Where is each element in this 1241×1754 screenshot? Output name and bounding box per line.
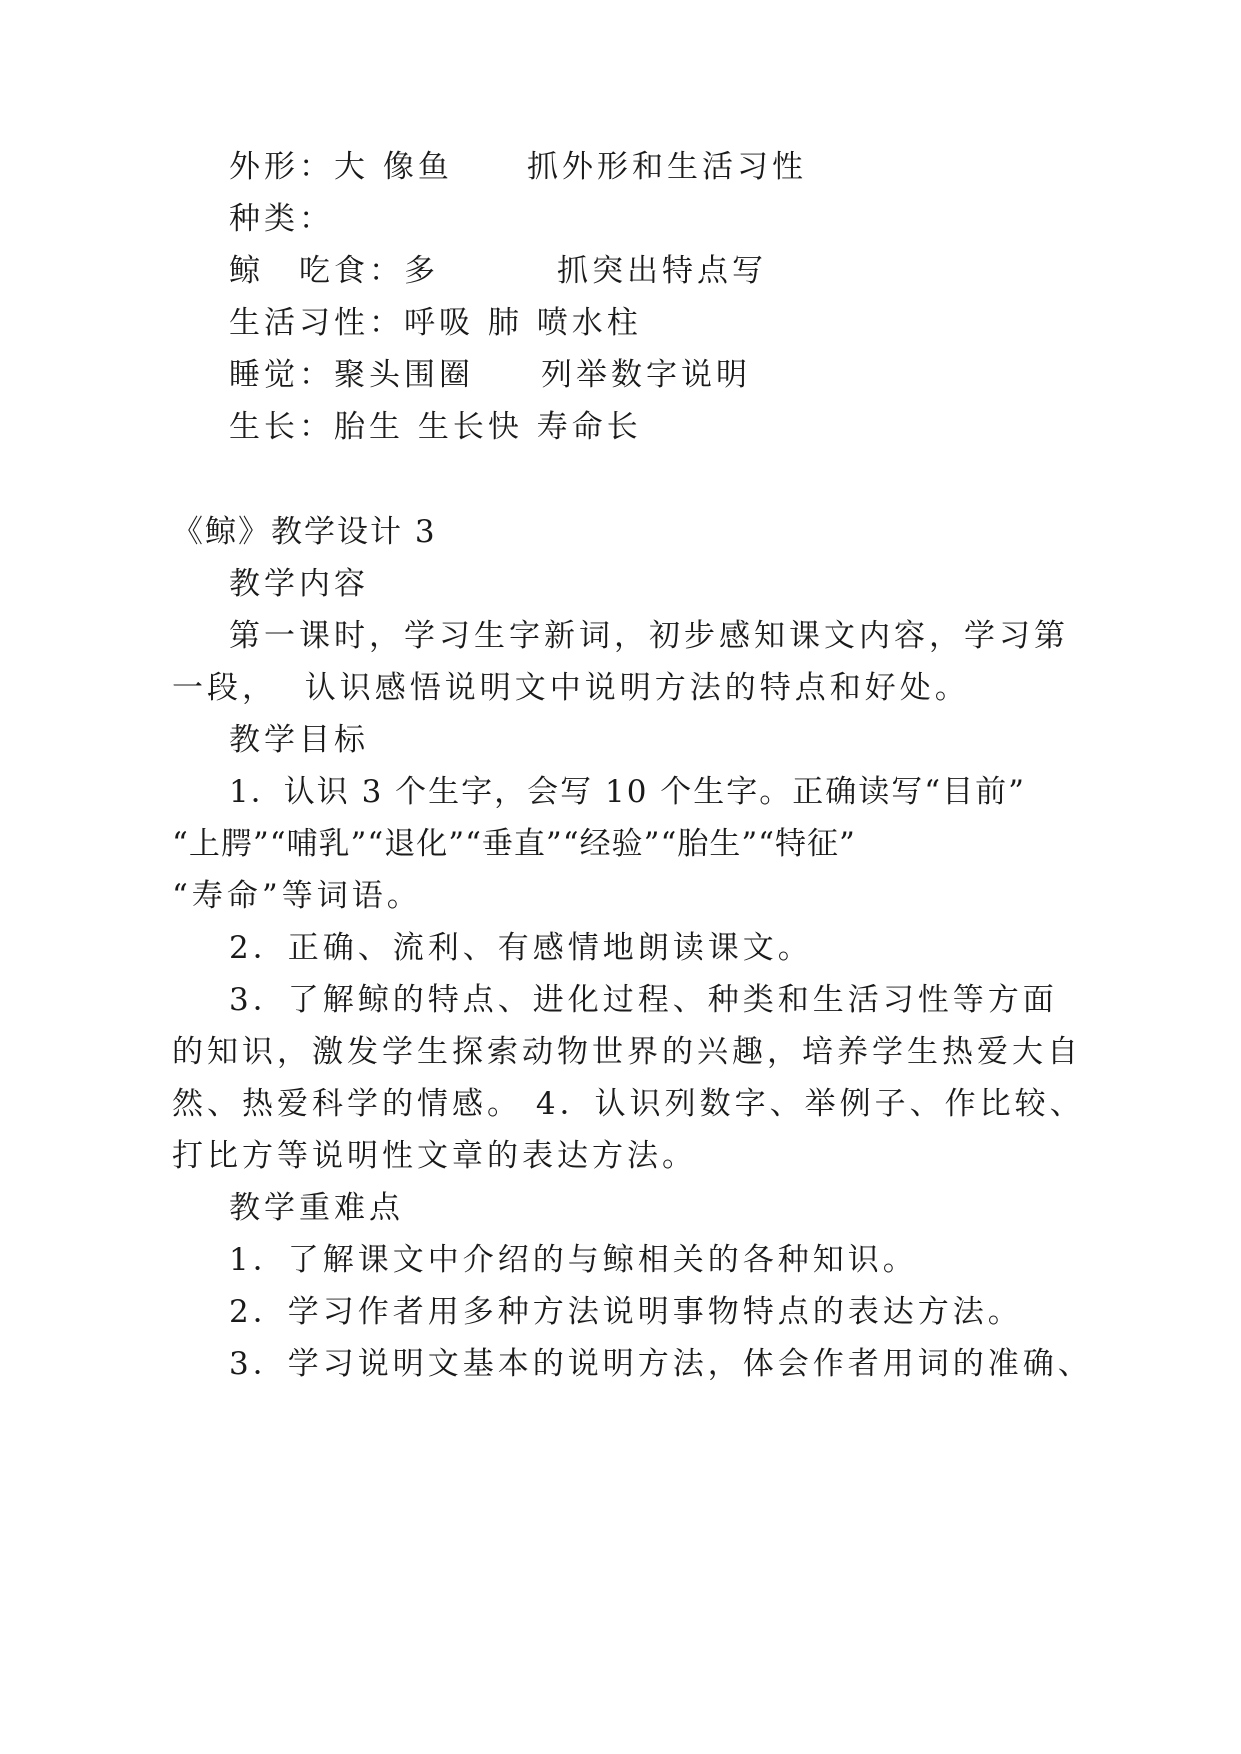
goal-1-line-2: “上腭”“哺乳”“退化”“垂直”“经验”“胎生”“特征” [172, 826, 856, 862]
key-point-2: 2．学习作者用多种方法说明事物特点的表达方法。 [229, 1294, 1023, 1330]
key-point-1: 1．了解课文中介绍的与鲸相关的各种知识。 [229, 1242, 918, 1278]
note-species: 种类： [229, 201, 334, 237]
section-title: 《鲸》教学设计 3 [172, 514, 437, 550]
note-habits: 生活习性：呼吸 肺 喷水柱 [229, 305, 642, 341]
note-food: 鲸 吃食：多 [229, 253, 439, 289]
content-heading: 教学内容 [229, 566, 369, 602]
note-sleep-method: 列举数字说明 [541, 357, 751, 393]
key-point-3: 3．学习说明文基本的说明方法，体会作者用词的准确、 [229, 1346, 1093, 1382]
note-growth: 生长：胎生 生长快 寿命长 [229, 409, 642, 445]
goal-1-line-1: 1．认识 3 个生字，会写 10 个生字。正确读写“目前” [229, 774, 1027, 810]
note-appearance-method: 抓外形和生活习性 [527, 149, 807, 185]
goal-3-line-2: 的知识，激发学生探索动物世界的兴趣，培养学生热爱大自 [172, 1034, 1082, 1070]
content-paragraph-line-1: 第一课时，学习生字新词，初步感知课文内容，学习第 [229, 618, 1069, 654]
goal-3-line-4: 打比方等说明性文章的表达方法。 [172, 1138, 697, 1174]
goals-heading: 教学目标 [229, 722, 369, 758]
note-food-method: 抓突出特点写 [557, 253, 767, 289]
key-heading: 教学重难点 [229, 1190, 404, 1226]
goal-3-line-1: 3．了解鲸的特点、进化过程、种类和生活习性等方面 [229, 982, 1058, 1018]
goal-1-line-3: “寿命”等词语。 [172, 878, 422, 914]
content-paragraph-line-2: 一段， 认识感悟说明文中说明方法的特点和好处。 [172, 670, 970, 706]
note-sleep: 睡觉：聚头围圈 [229, 357, 474, 393]
goal-3-line-3: 然、热爱科学的情感。 4．认识列数字、举例子、作比较、 [172, 1086, 1085, 1122]
note-appearance: 外形：大 像鱼 [229, 149, 453, 185]
goal-2: 2．正确、流利、有感情地朗读课文。 [229, 930, 813, 966]
